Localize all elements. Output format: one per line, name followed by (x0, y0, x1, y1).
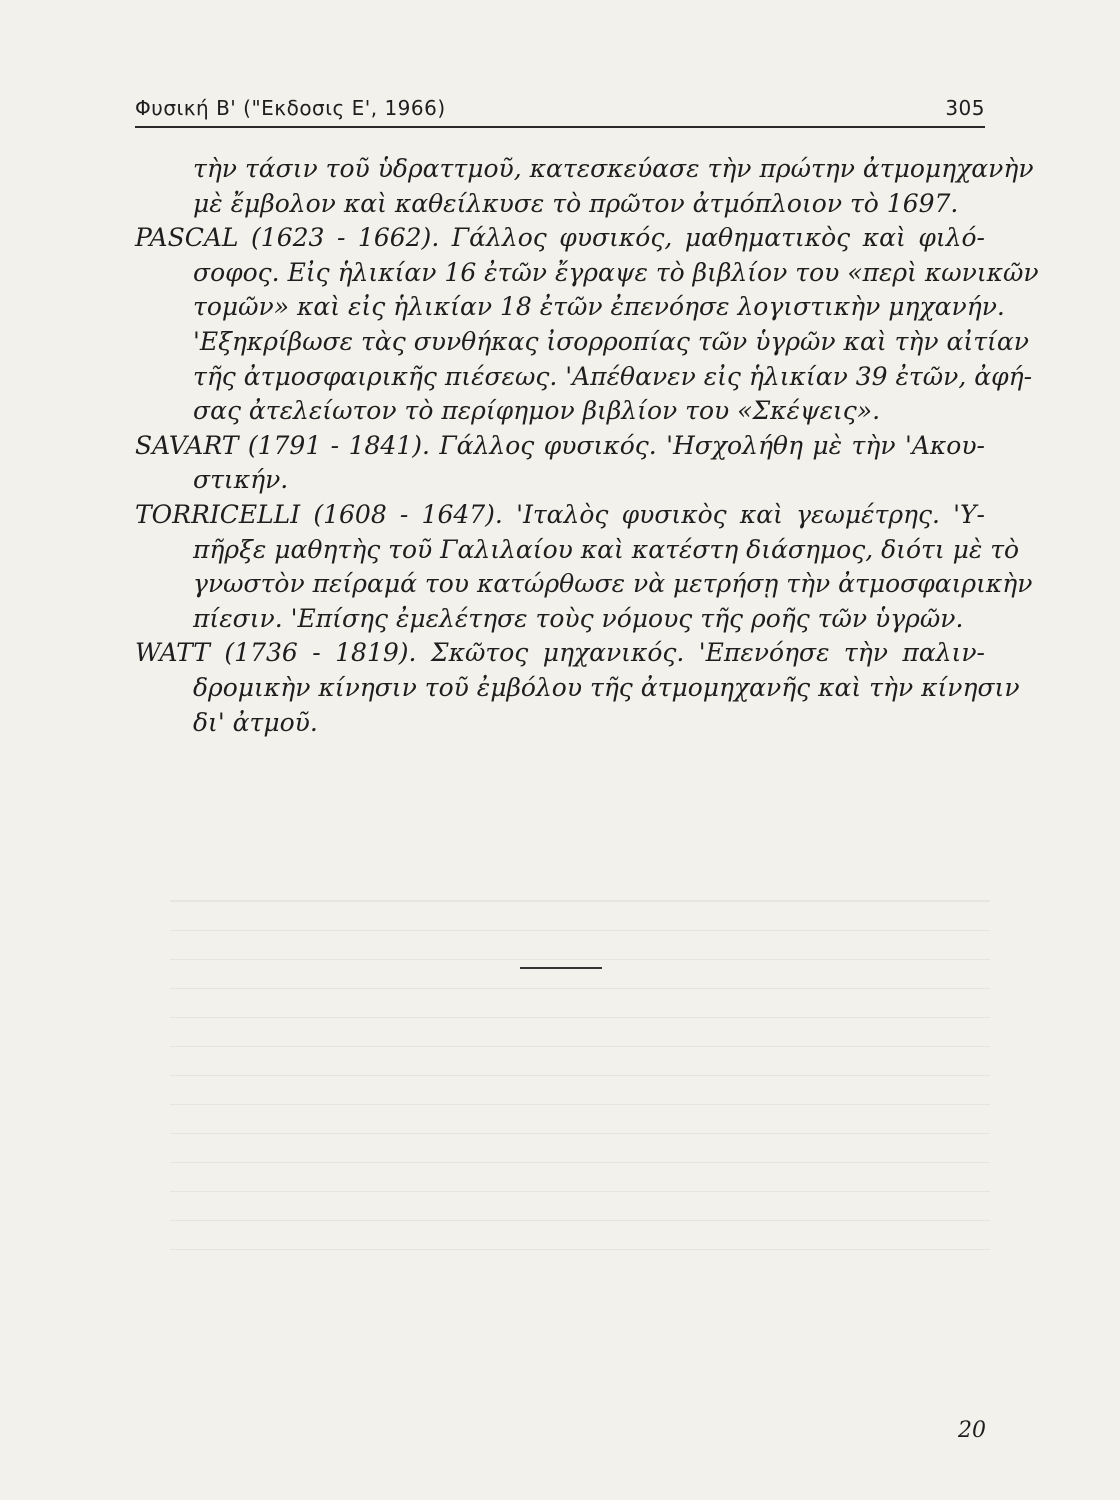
text-line: τομῶν» καὶ εἰς ἡλικίαν 18 ἐτῶν ἐπενόησε λογιστικὴν μηχανήν. (193, 292, 1005, 322)
text-line: δι' ἀτμοῦ. (193, 707, 318, 737)
text-line: πῆρξε μαθητὴς τοῦ Γαλιλαίου καὶ κατέστη διάσημος, διότι μὲ τὸ (193, 534, 1020, 564)
header-rule (135, 126, 985, 128)
text-line: τὴν τάσιν τοῦ ὑδραττμοῦ, κατεσκεύασε τὴν πρώτην ἀτμομηχανὴν (193, 154, 1034, 183)
text-line-entry-savart: SAVART (1791 - 1841). Γάλλος φυσικός. 'Ησχολήθη μὲ τὴν 'Ακου- (135, 430, 985, 460)
biographies-text (135, 152, 1039, 740)
text-line: μὲ ἔμβολον καὶ καθείλκυσε τὸ πρῶτον ἀτμόπλοιον τὸ 1697. (193, 188, 959, 218)
text-line: στικήν. (193, 465, 289, 495)
text-line: σοφος. Εἰς ἡλικίαν 16 ἐτῶν ἔγραψε τὸ βιβλίον του «περὶ κωνικῶν (193, 257, 1039, 287)
page-number-top: 305 (945, 96, 985, 120)
text-line: τῆς ἀτμοσφαιρικῆς πιέσεως. 'Απέθανεν εἰς ἡλικίαν 39 ἐτῶν, ἀφή- (193, 361, 1033, 391)
text-line-entry-watt: WATT (1736 - 1819). Σκῶτος μηχανικός. 'Επενόησε τὴν παλιν- (135, 638, 985, 668)
end-rule (520, 967, 602, 969)
text-line: γνωστὸν πείραμά του κατώρθωσε νὰ μετρήσῃ τὴν ἀτμοσφαιρικὴν (193, 569, 1033, 599)
running-header (135, 80, 985, 120)
text-line: δρομικὴν κίνησιν τοῦ ἐμβόλου τῆς ἀτμομηχανῆς καὶ τὴν κίνησιν (193, 672, 1020, 702)
text-line: 'Εξηκρίβωσε τὰς συνθήκας ἰσορροπίας τῶν ὑγρῶν καὶ τὴν αἰτίαν (193, 326, 1029, 356)
text-line-entry-pascal: PASCAL (1623 - 1662). Γάλλος φυσικός, μαθηματικὸς καὶ φιλό- (135, 223, 985, 253)
text-line: σας ἀτελείωτον τὸ περίφημον βιβλίον του «Σκέψεις». (193, 396, 881, 426)
text-line: πίεσιν. 'Επίσης ἐμελέτησε τοὺς νόμους τῆς ροῆς τῶν ὑγρῶν. (193, 603, 964, 633)
signature-mark: 20 (958, 1418, 986, 1443)
reverse-page-bleed-through (170, 900, 990, 1462)
running-header-title: Φυσική Β' ("Εκδοσις Ε', 1966) (135, 96, 446, 120)
text-line-entry-torricelli: TORRICELLI (1608 - 1647). 'Ιταλὸς φυσικὸς καὶ γεωμέτρης. 'Υ- (135, 499, 985, 529)
